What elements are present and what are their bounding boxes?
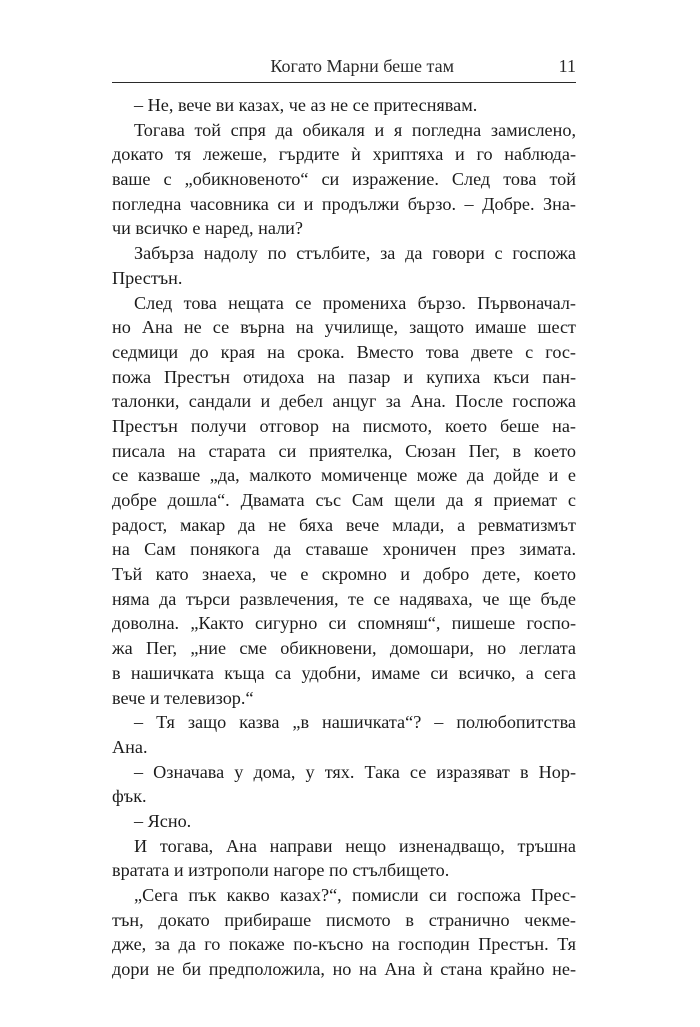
text-line: – Означава у дома, у тях. Така се изразяват в Нор-	[134, 761, 576, 782]
text-line: фък.	[112, 786, 147, 807]
running-head	[112, 53, 576, 79]
text-line: След това нещата се промениха бързо. Първоначал-	[134, 292, 576, 313]
text-line: чи всичко е наред, нали?	[112, 218, 303, 239]
text-line: Забърза надолу по стълбите, за да говори с госпожа	[134, 243, 576, 264]
text-line: талонки, сандали и дебел анцуг за Ана. После госпожа	[112, 391, 576, 412]
body-text	[112, 93, 576, 982]
text-line: вече и телевизор.“	[112, 687, 254, 708]
text-line: погледна часовника си и продължи бързо. – Добре. Зна-	[112, 193, 576, 214]
text-line: тън, докато прибираше писмото в странично чекме-	[112, 909, 576, 930]
text-line: седмици до края на срока. Вместо това двете с гос-	[112, 341, 576, 362]
text-line: дже, за да го покаже по-късно на господин Престън. Тя	[112, 934, 576, 955]
text-line: Тогава той спря да обикаля и я погледна замислено,	[134, 119, 576, 140]
text-line: няма да търси развлечения, те се надяваха, че ще бъде	[112, 588, 576, 609]
text-line: Престън.	[112, 267, 183, 288]
text-line: дори не би предположила, но на Ана ѝ стана крайно не-	[112, 959, 576, 980]
text-line: но Ана не се върна на училище, защото имаше шест	[112, 317, 576, 338]
text-line: Престън получи отговор на писмото, което беше на-	[112, 415, 576, 436]
book-title: Когато Марни беше там	[270, 56, 454, 76]
text-line: доволна. „Както сигурно си спомняш“, пишеше госпо-	[112, 613, 576, 634]
text-line: жа Пег, „ние сме обикновени, домошари, но леглата	[112, 638, 576, 659]
text-line: – Тя защо казва „в нашичката“? – полюбопитства	[134, 712, 576, 733]
text-line: ваше с „обикновеното“ си изражение. След това той	[112, 169, 576, 190]
text-line: на Сам понякога да ставаше хроничен през зимата.	[112, 539, 576, 560]
text-line: – Не, вече ви казах, че аз не се притеснявам.	[134, 95, 478, 115]
text-line: Тъй като знаеха, че е скромно и добро дете, което	[112, 564, 576, 585]
text-line: радост, макар да не бяха вече млади, а ревматизмът	[112, 514, 576, 535]
text-line: в нашичката къща са удобни, имаме си всичко, а сега	[112, 662, 576, 683]
page-number: 11	[558, 56, 576, 76]
text-line: добре дошла“. Двамата със Сам щели да я приемат с	[112, 490, 576, 510]
text-line: – Ясно.	[134, 810, 192, 831]
header-rule	[112, 82, 576, 83]
text-line: се казваше „да, малкото момиченце може да дойде и е	[112, 465, 576, 486]
text-line: писала на старата си приятелка, Сюзан Пег, в което	[112, 440, 576, 461]
text-line: Ана.	[112, 736, 148, 757]
text-line: докато тя лежеше, гърдите ѝ хриптяха и го наблюда-	[112, 144, 576, 165]
text-line: вратата и изтрополи нагоре по стълбището.	[112, 860, 450, 881]
text-line: И тогава, Ана направи нещо изненадващо, тръшна	[134, 835, 576, 856]
text-line: пожа Престън отидоха на пазар и купиха къси пан-	[112, 366, 576, 387]
text-line: „Сега пък какво казах?“, помисли си госпожа Прес-	[134, 885, 576, 905]
